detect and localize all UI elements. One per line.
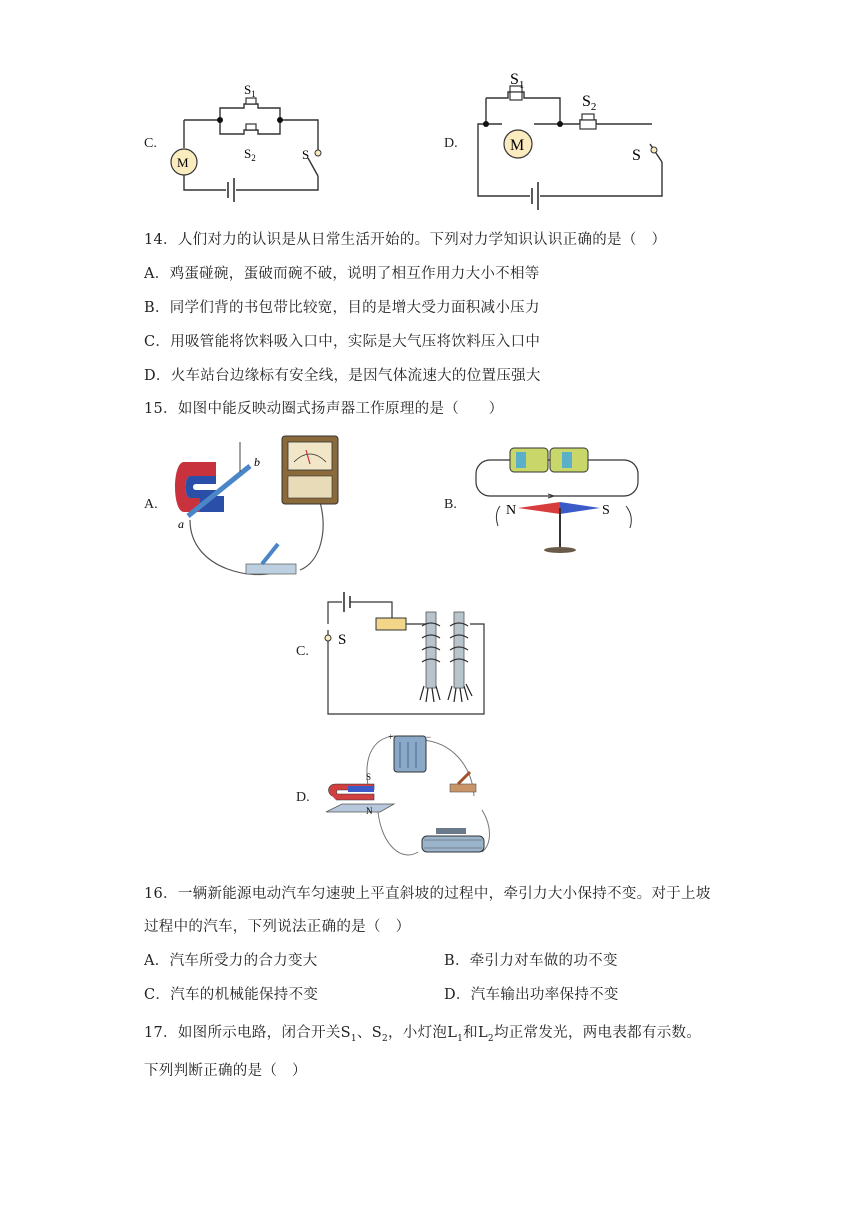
q16-stem-line1: 16．一辆新能源电动汽车匀速驶上平直斜坡的过程中，牵引力大小保持不变。对于上坡 xyxy=(144,886,711,902)
q15-option-b-figure xyxy=(470,436,650,562)
q15b-s-text: S xyxy=(602,503,610,518)
q15-option-a-label[interactable]: A. xyxy=(144,497,158,512)
q13c-motor-text: M xyxy=(177,155,189,170)
q15-stem: 15．如图中能反映动圈式扬声器工作原理的是（ ） xyxy=(144,401,504,417)
q17-stem-line1: 17．如图所示电路，闭合开关$S_1$、$S_2$，小灯泡$L_1$和$L_2$均正常发光，两电表都有示数。 xyxy=(144,1025,702,1044)
q15a-b-text: b xyxy=(254,455,260,469)
q14-stem: 14．人们对力的认识是从日常生活开始的。下列对力学知识认识正确的是（ ） xyxy=(144,232,667,248)
q13-option-c-label[interactable]: C. xyxy=(144,136,157,151)
q15-option-c-label[interactable]: C. xyxy=(296,644,309,659)
q15a-a-text: a xyxy=(178,517,184,531)
q15-option-c-figure xyxy=(320,586,490,720)
q15d-s-text: S xyxy=(366,772,372,782)
q13d-switch-text: S xyxy=(632,147,641,164)
q15d-n-text: N xyxy=(366,806,373,816)
q13d-motor-text: M xyxy=(510,137,525,154)
q14-option-b[interactable]: B．同学们背的书包带比较宽，目的是增大受力面积减小压力 xyxy=(144,300,540,316)
q17-stem-line2: 下列判断正确的是（ ） xyxy=(144,1063,307,1079)
q16-option-b[interactable]: B．牵引力对车做的功不变 xyxy=(444,953,618,969)
q13-option-c-circuit xyxy=(160,78,340,218)
q16-stem-line2: 过程中的汽车，下列说法正确的是（ ） xyxy=(144,919,411,935)
q13c-s1-text: $S_1$ xyxy=(244,82,256,99)
q13d-s1-text: $S_1$ xyxy=(510,71,525,91)
q13c-switch-text: S xyxy=(302,147,310,162)
q16-option-a[interactable]: A．汽车所受力的合力变大 xyxy=(144,953,318,969)
q15-option-d-label[interactable]: D. xyxy=(296,790,310,805)
q15b-n-text: N xyxy=(506,503,517,518)
q14-option-c[interactable]: C．用吸管能将饮料吸入口中，实际是大气压将饮料压入口中 xyxy=(144,334,541,350)
q15-option-d-figure xyxy=(322,726,502,866)
q14-option-d[interactable]: D．火车站台边缘标有安全线，是因气体流速大的位置压强大 xyxy=(144,368,541,384)
q13d-s2-text: $S_2$ xyxy=(582,93,597,113)
q15c-s-text: S xyxy=(338,632,347,648)
q16-option-d[interactable]: D．汽车输出功率保持不变 xyxy=(444,987,619,1003)
q16-option-c[interactable]: C．汽车的机械能保持不变 xyxy=(144,987,319,1003)
q15-option-a-figure xyxy=(170,432,350,582)
q13c-s2-text: $S_2$ xyxy=(244,146,256,163)
q14-option-a[interactable]: A．鸡蛋碰碗，蛋破而碗不破，说明了相互作用力大小不相等 xyxy=(144,266,540,282)
q15-option-b-label[interactable]: B. xyxy=(444,497,457,512)
q13-option-d-circuit xyxy=(462,64,672,222)
q13-option-d-label[interactable]: D. xyxy=(444,136,458,151)
q15d-minus-text: − xyxy=(426,732,432,742)
q15d-plus-text: + xyxy=(388,732,394,742)
